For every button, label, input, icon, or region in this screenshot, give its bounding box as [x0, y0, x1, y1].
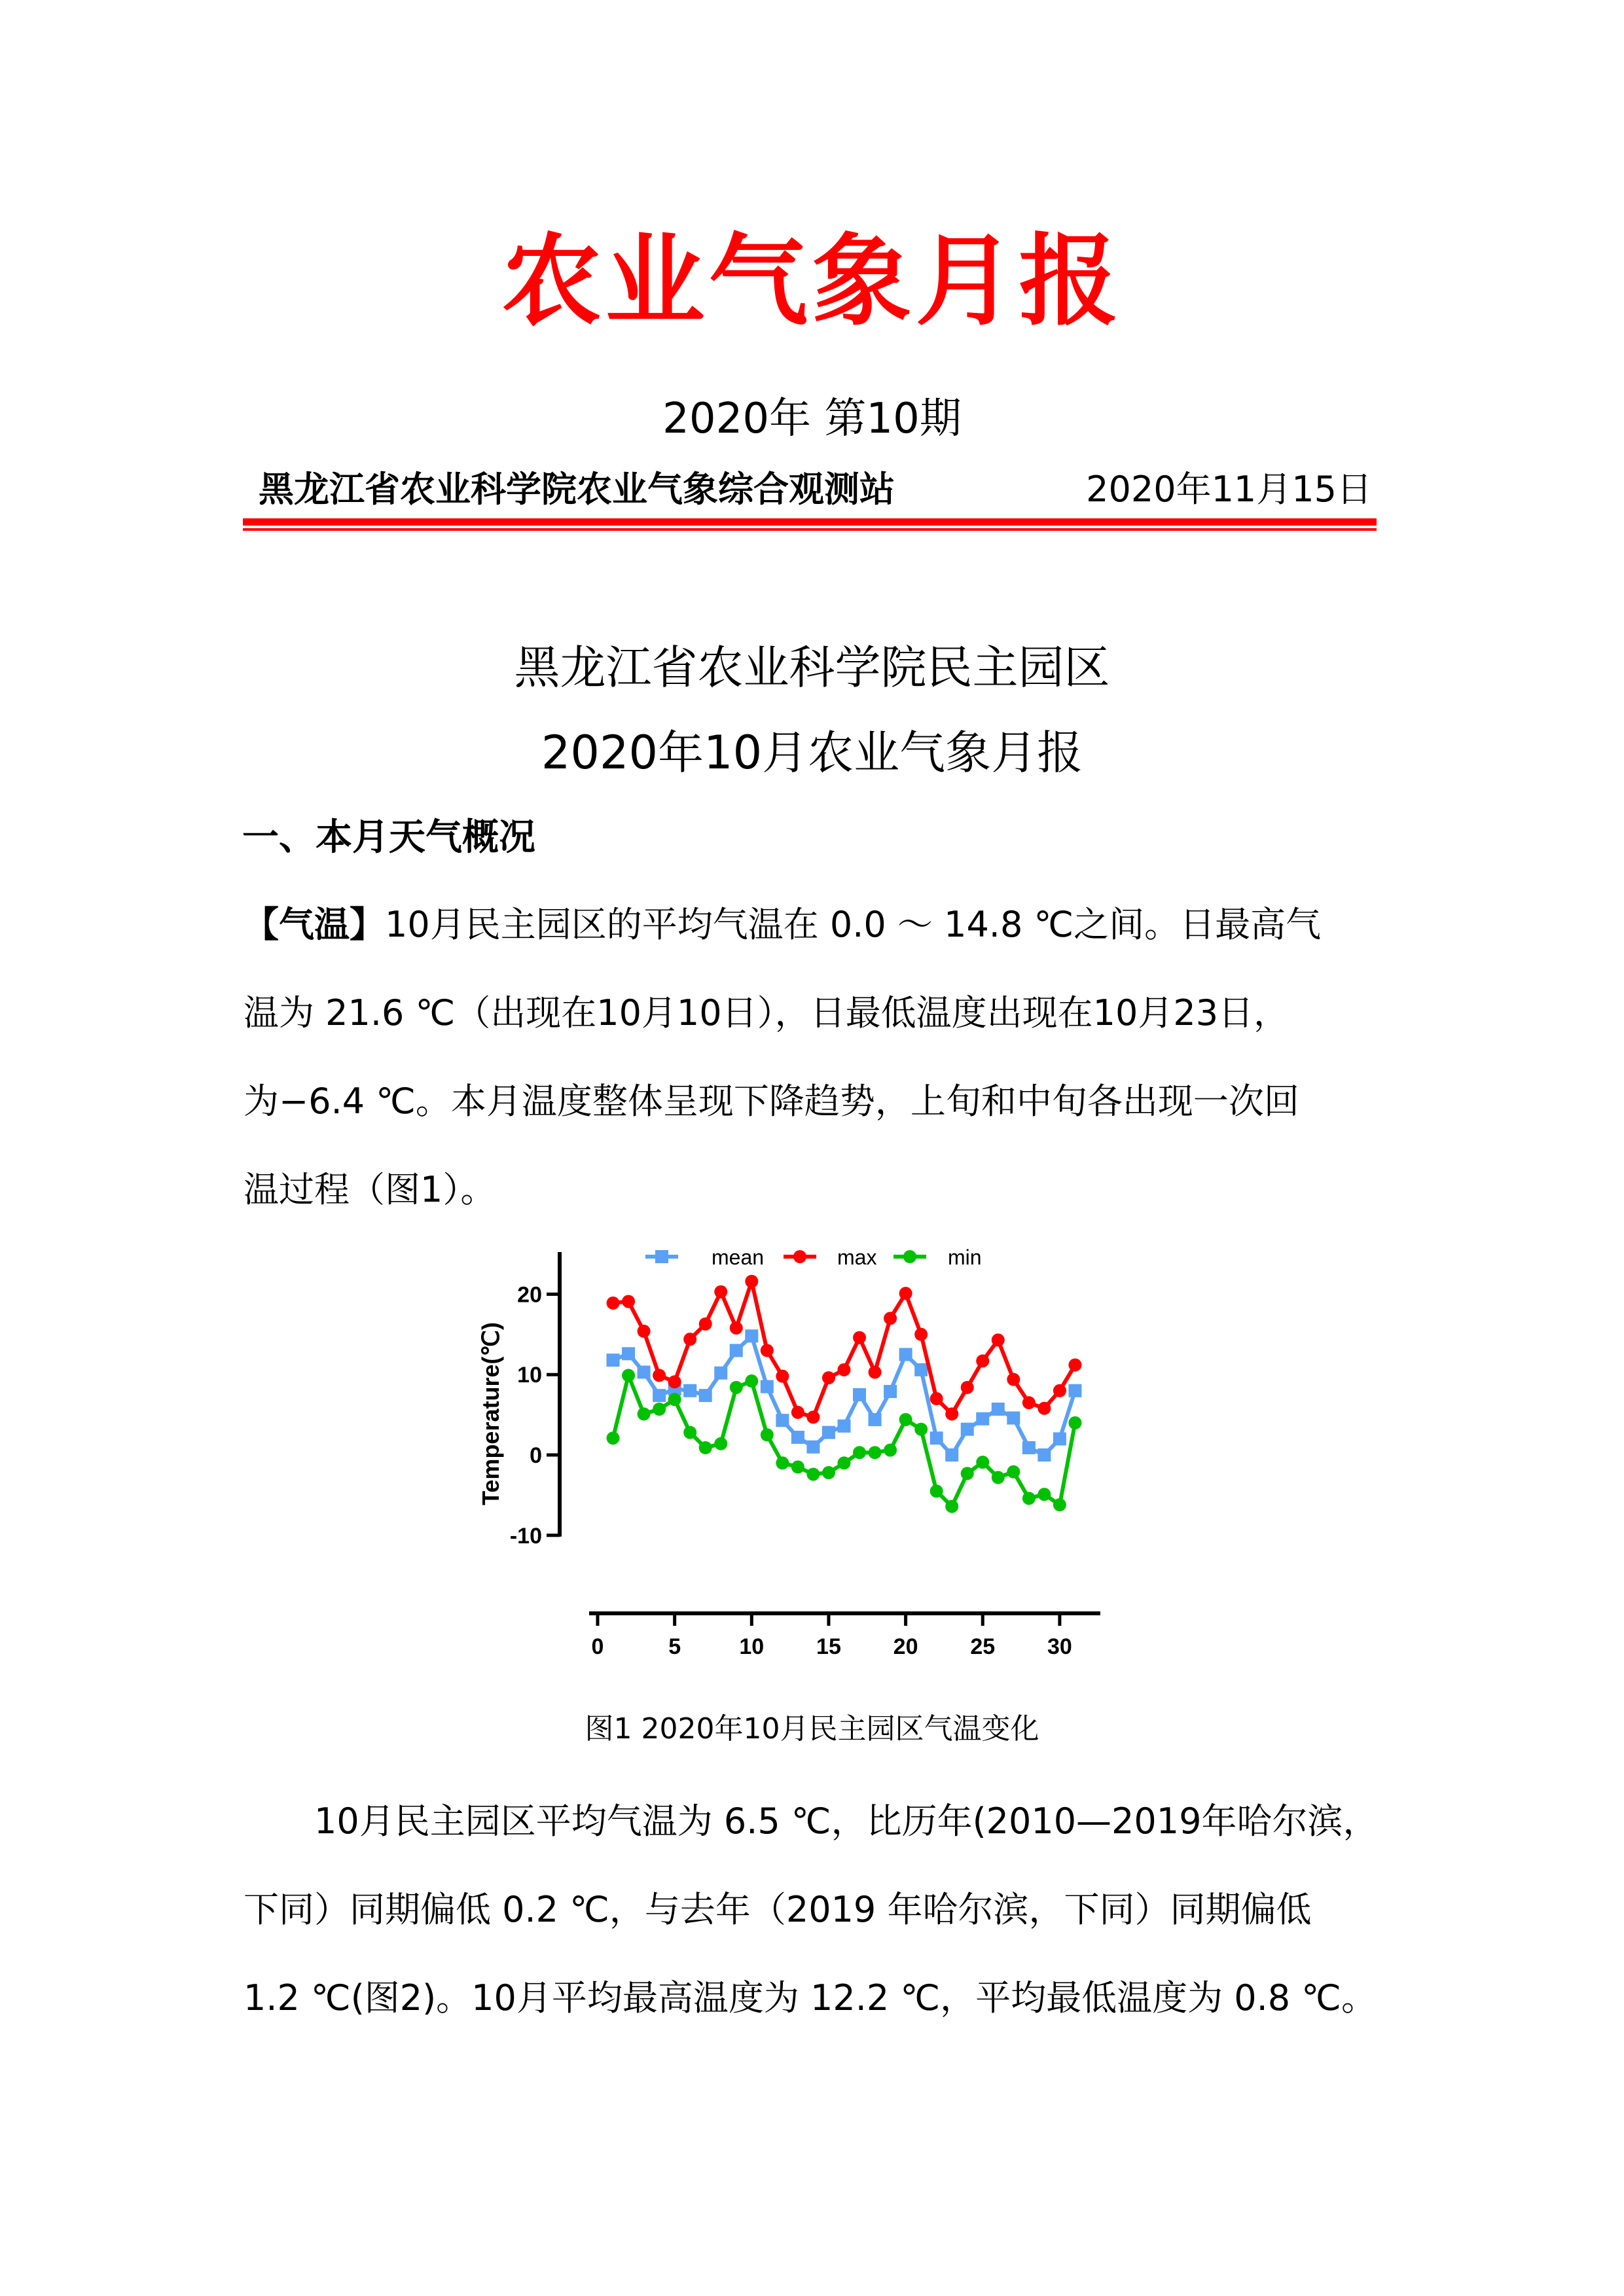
- mean-point: [653, 1389, 666, 1402]
- y-tick-label: 20: [517, 1282, 542, 1308]
- figure-caption: 图1 2020年10月民主园区气温变化: [585, 1712, 1039, 1746]
- max-point: [745, 1275, 758, 1288]
- section-heading: 一、本月天气概况: [242, 816, 535, 859]
- max-point: [653, 1369, 666, 1382]
- mean-point: [1068, 1384, 1081, 1397]
- min-point: [837, 1456, 850, 1469]
- max-point: [761, 1344, 774, 1357]
- mean-point: [869, 1413, 882, 1426]
- min-point: [622, 1369, 635, 1382]
- mean-point: [638, 1366, 651, 1379]
- mean-point: [945, 1448, 958, 1462]
- mean-point: [745, 1329, 758, 1342]
- min-point: [806, 1467, 820, 1480]
- mean-point: [822, 1426, 835, 1439]
- mean-point: [837, 1420, 850, 1433]
- report-subtitle-line1: 黑龙江省农业科学院民主园区: [514, 641, 1110, 694]
- x-tick-label: 10: [739, 1634, 765, 1659]
- max-point: [1038, 1402, 1051, 1415]
- min-point: [1007, 1465, 1020, 1479]
- paragraph-line: 10月民主园区平均气温为 6.5 ℃，比历年(2010—2019年哈尔滨，: [244, 1801, 1379, 1842]
- paragraph-line: 【气温】10月民主园区的平均气温在 0.0 ～ 14.8 ℃之间。日最高气: [244, 904, 1322, 945]
- max-point: [1007, 1373, 1020, 1386]
- min-point: [1068, 1416, 1081, 1429]
- max-point: [976, 1354, 989, 1367]
- max-point: [899, 1287, 912, 1300]
- temperature-paragraph: [244, 880, 1382, 1234]
- max-point: [622, 1295, 635, 1308]
- issue-number: 2020年 第10期: [662, 395, 962, 443]
- min-point: [714, 1437, 727, 1450]
- max-point: [607, 1297, 620, 1310]
- mean-point: [899, 1348, 912, 1361]
- min-point: [791, 1460, 804, 1473]
- x-tick-label: 0: [591, 1634, 604, 1659]
- min-point: [776, 1456, 789, 1469]
- min-point: [853, 1446, 866, 1459]
- max-point: [837, 1363, 850, 1376]
- max-point: [1053, 1384, 1066, 1397]
- min-point: [1053, 1498, 1066, 1511]
- min-point: [992, 1471, 1005, 1484]
- max-point: [961, 1381, 974, 1394]
- max-point: [822, 1371, 835, 1384]
- min-point: [638, 1407, 651, 1420]
- max-point: [914, 1328, 928, 1341]
- paragraph-line: 为−6.4 ℃。本月温度整体呈现下降趋势，上旬和中旬各出现一次回: [244, 1081, 1299, 1122]
- min-point: [607, 1431, 620, 1444]
- paragraph-line: 温过程（图1）。: [244, 1169, 496, 1210]
- mean-point: [683, 1384, 696, 1397]
- min-point: [899, 1413, 912, 1426]
- x-tick-label: 25: [970, 1634, 996, 1659]
- y-tick-label: 0: [530, 1443, 542, 1468]
- max-point: [1022, 1396, 1036, 1409]
- min-point: [822, 1466, 835, 1479]
- min-point: [1038, 1488, 1051, 1501]
- mean-point: [776, 1414, 789, 1427]
- x-tick-label: 20: [893, 1634, 918, 1659]
- min-point: [653, 1403, 666, 1416]
- min-point: [930, 1484, 943, 1498]
- legend-max-marker: [793, 1250, 806, 1263]
- min-point: [869, 1446, 882, 1459]
- legend-mean-label: mean: [712, 1246, 765, 1269]
- mean-point: [714, 1367, 727, 1380]
- min-point: [914, 1423, 928, 1436]
- temperature-line-chart: [458, 1211, 1178, 1669]
- mean-point: [961, 1423, 974, 1436]
- min-point: [961, 1467, 974, 1480]
- max-point: [806, 1410, 820, 1424]
- mean-point: [730, 1344, 743, 1357]
- x-tick-label: 15: [816, 1634, 841, 1659]
- min-point: [699, 1441, 712, 1454]
- min-point: [683, 1426, 696, 1439]
- mean-point: [930, 1431, 943, 1444]
- max-point: [638, 1325, 651, 1338]
- legend-max-label: max: [837, 1246, 877, 1269]
- comparison-paragraph: [244, 1777, 1382, 2042]
- max-point: [869, 1366, 882, 1379]
- mean-point: [622, 1347, 635, 1360]
- min-point: [945, 1500, 958, 1513]
- publish-date: 2020年11月15日: [1086, 469, 1372, 510]
- mean-point: [1022, 1441, 1036, 1454]
- max-point: [884, 1312, 897, 1325]
- max-point: [945, 1407, 958, 1420]
- min-point: [730, 1381, 743, 1394]
- min-point: [761, 1428, 774, 1441]
- y-axis-label: Temperature(℃): [477, 1322, 504, 1505]
- mean-point: [607, 1354, 620, 1367]
- y-tick-label: -10: [509, 1523, 542, 1549]
- min-point: [745, 1374, 758, 1388]
- masthead-title: 农业气象月报: [501, 223, 1123, 339]
- header-rule-thin: [243, 528, 1377, 531]
- x-tick-label: 30: [1047, 1634, 1072, 1659]
- mean-point: [914, 1363, 928, 1376]
- mean-point: [761, 1380, 774, 1393]
- max-point: [714, 1285, 727, 1299]
- min-point: [1022, 1492, 1036, 1505]
- temperature-label: 【气温】: [244, 904, 385, 945]
- mean-point: [699, 1389, 712, 1402]
- legend-min-label: min: [948, 1246, 982, 1269]
- mean-point: [1038, 1448, 1051, 1462]
- max-point: [776, 1370, 789, 1383]
- max-point: [791, 1406, 804, 1419]
- mean-point: [853, 1388, 866, 1401]
- mean-point: [806, 1441, 820, 1454]
- max-point: [699, 1318, 712, 1331]
- mean-point: [884, 1385, 897, 1398]
- x-tick-label: 5: [668, 1634, 681, 1659]
- mean-point: [1053, 1432, 1066, 1445]
- header-rule-thick: [243, 518, 1377, 526]
- mean-point: [1007, 1412, 1020, 1425]
- paragraph-line: 1.2 ℃(图2)。10月平均最高温度为 12.2 ℃，平均最低温度为 0.8 ℃。: [244, 1977, 1377, 2018]
- paragraph-line: 下同）同期偏低 0.2 ℃，与去年（2019 年哈尔滨，下同）同期偏低: [244, 1889, 1312, 1930]
- max-line: [613, 1282, 1075, 1418]
- y-tick-label: 10: [517, 1363, 542, 1388]
- legend-min-marker: [903, 1250, 916, 1263]
- min-point: [668, 1393, 681, 1406]
- max-point: [683, 1333, 696, 1346]
- min-point: [976, 1456, 989, 1469]
- max-point: [930, 1392, 943, 1405]
- max-point: [992, 1333, 1005, 1346]
- max-point: [668, 1375, 681, 1388]
- mean-line: [613, 1336, 1075, 1455]
- max-point: [853, 1331, 866, 1344]
- min-point: [884, 1444, 897, 1457]
- min-line: [613, 1375, 1075, 1506]
- organization-name: 黑龙江省农业科学院农业气象综合观测站: [259, 469, 895, 510]
- max-point: [730, 1321, 743, 1335]
- mean-point: [976, 1412, 989, 1426]
- report-subtitle-line2: 2020年10月农业气象月报: [541, 726, 1083, 780]
- mean-point: [992, 1403, 1005, 1416]
- paragraph-line: 温为 21.6 ℃（出现在10月10日），日最低温度出现在10月23日，: [244, 992, 1290, 1033]
- mean-point: [791, 1431, 804, 1444]
- max-point: [1068, 1358, 1081, 1371]
- legend-mean-marker: [655, 1250, 668, 1263]
